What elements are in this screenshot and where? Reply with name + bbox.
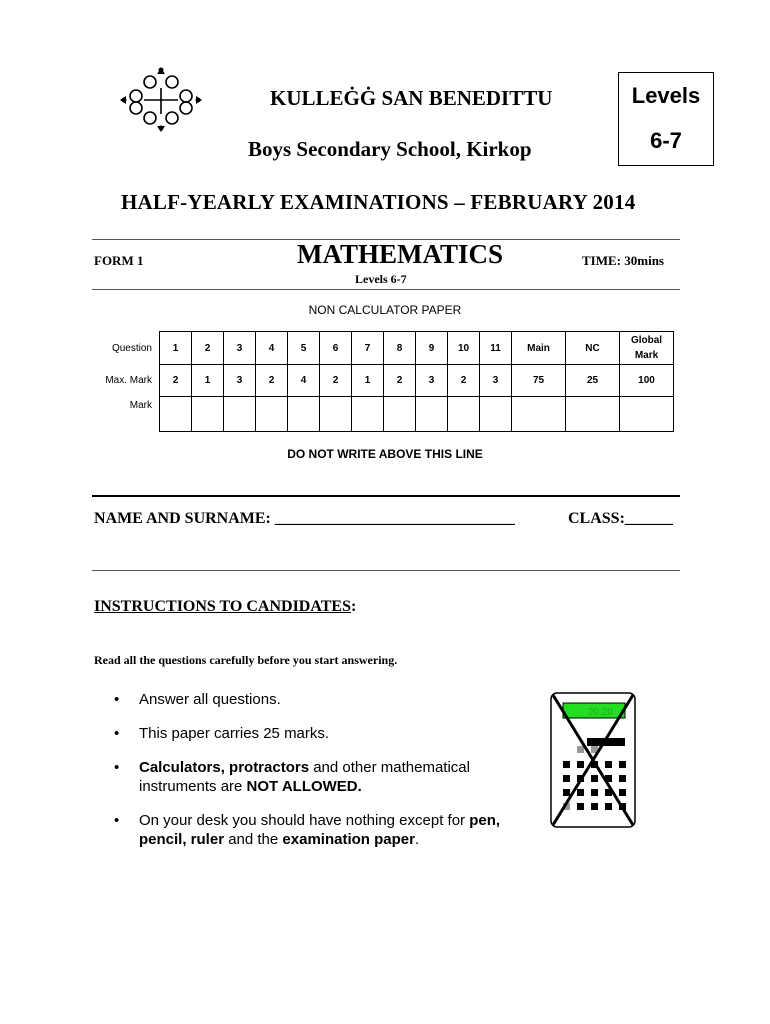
- name-surname-field: NAME AND SURNAME: ______________________________: [94, 510, 515, 527]
- subject-title: MATHEMATICS: [297, 239, 504, 269]
- instruction-list: [114, 690, 534, 864]
- mark-entry-nc: [566, 397, 620, 432]
- table-row-question: [90, 332, 674, 365]
- table-row-mark: [90, 397, 674, 432]
- school-name: KULLEĠĠ SAN BENEDITTU: [270, 86, 553, 110]
- class-field: CLASS:______: [568, 510, 673, 527]
- max-mark-nc: 25: [566, 365, 620, 397]
- mark-entry-cell: [448, 397, 480, 432]
- table-row-max-mark: [90, 365, 674, 397]
- max-mark-cell: 2: [256, 365, 288, 397]
- mark-entry-cell: [416, 397, 448, 432]
- instruction-bold: pen, pencil, ruler: [139, 812, 501, 848]
- question-cell: 7: [352, 332, 384, 365]
- school-subtitle: Boys Secondary School, Kirkop: [248, 137, 532, 161]
- instruction-text: and the: [224, 831, 283, 848]
- divider-name: [92, 570, 680, 571]
- instruction-text: Answer all questions.: [139, 691, 281, 708]
- levels-range: 6-7: [650, 128, 682, 153]
- instructions-heading-text: INSTRUCTIONS TO CANDIDATES: [94, 598, 351, 615]
- max-mark-cell: 3: [416, 365, 448, 397]
- instruction-bold: examination paper: [282, 831, 415, 848]
- mark-entry-cell: [384, 397, 416, 432]
- instructions-heading-colon: :: [350, 598, 357, 615]
- levels-box: [618, 72, 714, 166]
- question-cell: 9: [416, 332, 448, 365]
- mark-entry-global: [620, 397, 674, 432]
- max-mark-cell: 4: [288, 365, 320, 397]
- instructions-heading: [94, 598, 356, 616]
- divider-thick: [92, 495, 680, 497]
- mark-entry-main: [512, 397, 566, 432]
- levels-label: Levels: [631, 83, 701, 108]
- instruction-bold: Calculators, protractors: [139, 759, 310, 776]
- mark-entry-cell: [320, 397, 352, 432]
- mark-entry-cell: [224, 397, 256, 432]
- question-cell: 10: [448, 332, 480, 365]
- form-label: FORM 1: [94, 253, 144, 268]
- row-label-mark: Mark: [129, 399, 152, 411]
- mark-entry-cell: [288, 397, 320, 432]
- mark-entry-cell: [352, 397, 384, 432]
- max-mark-cell: 2: [160, 365, 192, 397]
- list-item: [114, 758, 534, 796]
- list-item: [114, 690, 534, 709]
- question-cell: 6: [320, 332, 352, 365]
- calculator-display-text: 20.20: [587, 707, 613, 718]
- instruction-text: and other mathematical instruments are: [139, 759, 470, 795]
- question-cell: 4: [256, 332, 288, 365]
- divider-subject: [92, 289, 680, 290]
- instruction-bold: NOT ALLOWED.: [246, 778, 362, 795]
- max-mark-cell: 2: [320, 365, 352, 397]
- max-mark-main: 75: [512, 365, 566, 397]
- mark-entry-cell: [160, 397, 192, 432]
- question-cell: 3: [224, 332, 256, 365]
- max-mark-cell: 2: [448, 365, 480, 397]
- time-label: TIME: 30mins: [582, 253, 664, 268]
- main-header-cell: Main: [512, 332, 566, 365]
- paper-type: NON CALCULATOR PAPER: [308, 303, 462, 317]
- mark-entry-cell: [480, 397, 512, 432]
- question-cell: 5: [288, 332, 320, 365]
- list-item: [114, 811, 534, 849]
- question-cell: 11: [480, 332, 512, 365]
- max-mark-cell: 3: [224, 365, 256, 397]
- instruction-text: .: [414, 831, 420, 848]
- max-mark-cell: 1: [352, 365, 384, 397]
- do-not-write-notice: DO NOT WRITE ABOVE THIS LINE: [287, 447, 483, 461]
- question-cell: 8: [384, 332, 416, 365]
- max-mark-global: 100: [620, 365, 674, 397]
- subject-levels: Levels 6-7: [355, 272, 407, 286]
- mark-entry-cell: [256, 397, 288, 432]
- question-cell: 2: [192, 332, 224, 365]
- marks-table: [90, 331, 674, 432]
- row-label-max-mark: Max. Mark: [105, 375, 152, 386]
- max-mark-cell: 1: [192, 365, 224, 397]
- read-all-note: Read all the questions carefully before you start answering.: [94, 653, 398, 667]
- mark-entry-cell: [192, 397, 224, 432]
- question-cell: 1: [160, 332, 192, 365]
- instruction-text: On your desk you should have nothing except for: [139, 812, 470, 829]
- max-mark-cell: 2: [384, 365, 416, 397]
- school-logo-icon: [118, 66, 204, 136]
- list-item: [114, 724, 534, 743]
- max-mark-cell: 3: [480, 365, 512, 397]
- no-calculator-icon: [549, 691, 637, 829]
- instruction-text: This paper carries 25 marks.: [139, 725, 330, 742]
- exam-title: HALF-YEARLY EXAMINATIONS – FEBRUARY 2014: [121, 190, 636, 214]
- row-label-question: Question: [111, 342, 152, 354]
- nc-header-cell: NC: [566, 332, 620, 365]
- global-mark-header-cell: Global Mark: [620, 332, 674, 365]
